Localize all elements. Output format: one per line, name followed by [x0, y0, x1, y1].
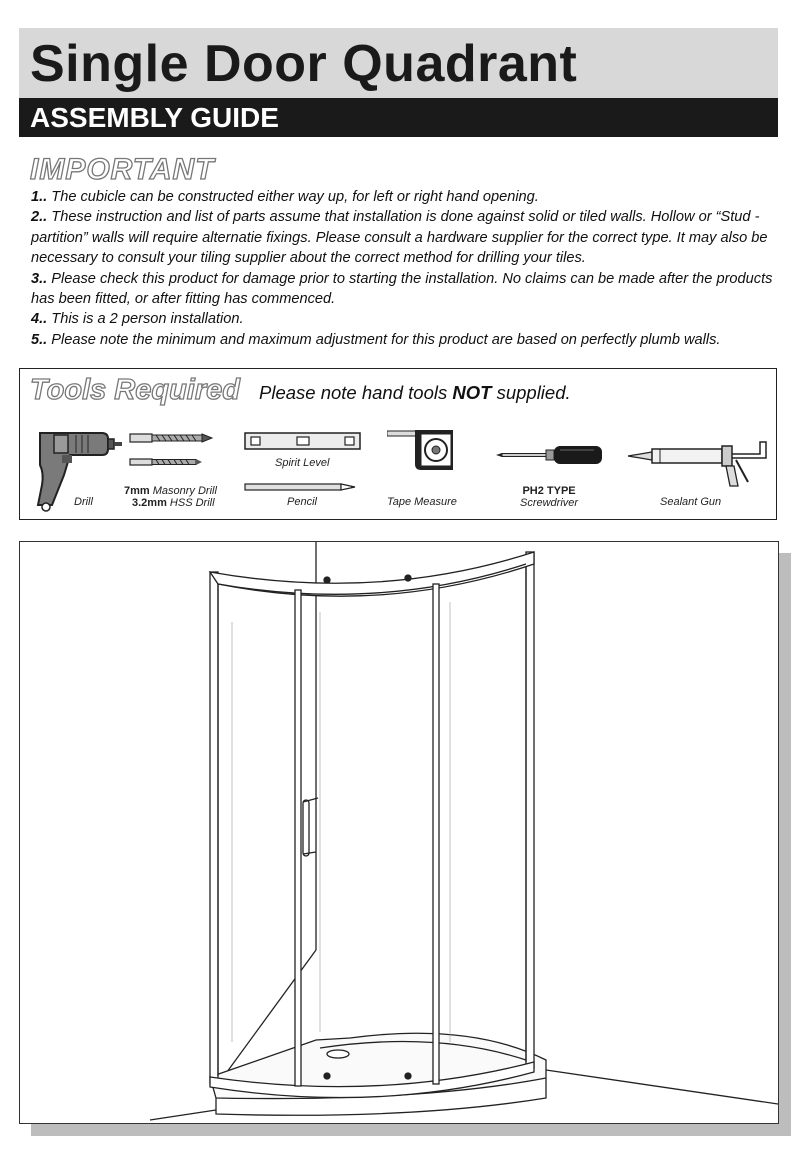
tools-heading: Tools Required [30, 374, 240, 406]
note-item [31, 309, 791, 329]
screwdriver-label [520, 485, 578, 509]
tools-note-text-end: supplied. [491, 382, 571, 403]
note-text: This is a 2 person installation. [47, 311, 244, 328]
spirit-level-icon [243, 430, 363, 452]
important-notes [31, 187, 791, 350]
note-text: The cubicle can be constructed either way up, for left or right hand opening. [47, 189, 539, 205]
tools-note [259, 382, 571, 404]
note-number: 4.. [31, 311, 48, 328]
tools-note-text: Please note hand tools [259, 382, 453, 403]
note-item [31, 187, 791, 207]
important-heading: IMPORTANT [30, 153, 215, 186]
shower-enclosure-drawing [20, 542, 778, 1123]
tape-measure-label: Tape Measure [387, 496, 457, 508]
screwdriver-type: PH2 TYPE [522, 485, 576, 497]
note-number: 1.. [31, 189, 48, 205]
sealant-gun-label: Sealant Gun [660, 496, 722, 508]
pencil-label: Pencil [287, 496, 317, 508]
page-title: Single Door Quadrant [30, 35, 578, 93]
drill-label: Drill [74, 496, 93, 508]
note-text: These instruction and list of parts assume that installation is done against solid or tiled walls. Hollow or “Stud - partition” walls will require alternatie fixings. Please consult a hardware supplier for the correct type. It may also be necessary to consult your tiling supplier about the correct method for drilling your tiles. [31, 209, 768, 267]
note-item [31, 330, 791, 350]
note-text: Please check this product for damage prior to starting the installation. No claims can be made after the products has been fitted, or after fitting has commenced. [31, 270, 773, 308]
hss-drill-label [132, 497, 215, 509]
hss-drill-name: HSS Drill [166, 497, 215, 509]
masonry-drill-bit-icon [128, 430, 214, 446]
hss-drill-size: 3.2mm [132, 497, 167, 509]
note-number: 5.. [31, 331, 48, 348]
shower-enclosure-illustration [19, 541, 779, 1124]
sealant-gun-icon [626, 436, 770, 488]
pencil-icon [243, 481, 359, 493]
note-item [31, 207, 791, 268]
tape-measure-icon [387, 428, 459, 476]
masonry-drill-label [124, 485, 217, 497]
masonry-drill-name: Masonry Drill [149, 485, 217, 497]
screwdriver-name: Screwdriver [520, 497, 579, 509]
tools-note-emphasis: NOT [452, 382, 492, 403]
spirit-level-label: Spirit Level [275, 457, 330, 469]
masonry-drill-size: 7mm [124, 485, 150, 497]
hss-drill-bit-icon [128, 456, 204, 468]
note-item [31, 269, 791, 310]
page-subtitle: ASSEMBLY GUIDE [30, 102, 279, 133]
note-text: Please note the minimum and maximum adjustment for this product are based on perfectly plumb walls. [47, 331, 721, 348]
screwdriver-icon [494, 444, 606, 466]
note-number: 3.. [31, 270, 48, 287]
note-number: 2.. [31, 209, 48, 226]
